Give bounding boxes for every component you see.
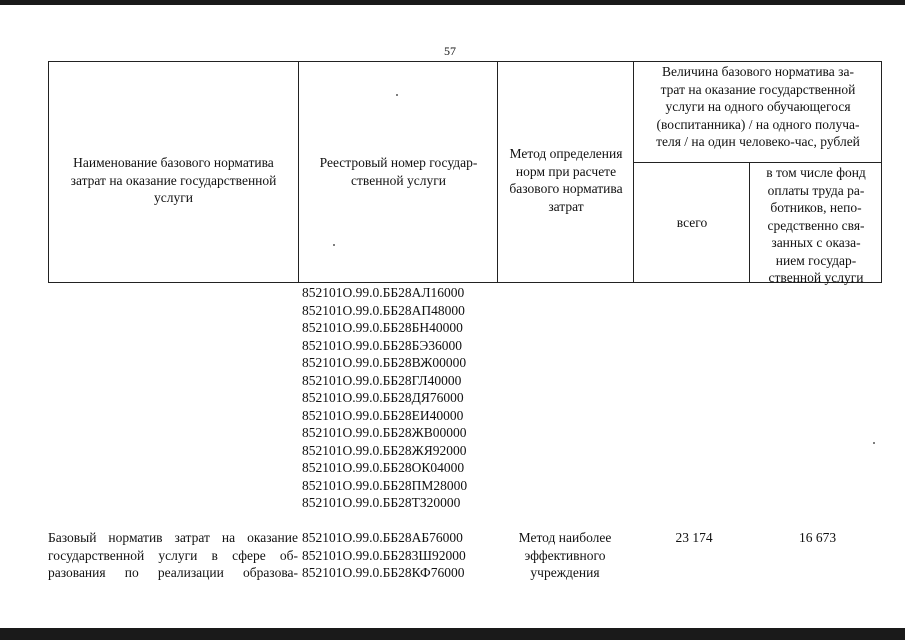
value-subheader-border xyxy=(633,162,882,163)
registry-code: 852101О.99.0.ББ28ВЖ00000 xyxy=(302,355,467,370)
scan-speck xyxy=(333,244,335,246)
row2-total-value: 23 174 xyxy=(675,530,713,545)
row2-method: Метод наиболее эффективного учреждения xyxy=(518,530,612,580)
table-top-border xyxy=(48,61,882,62)
col-border-right xyxy=(881,61,882,283)
registry-code: 852101О.99.0.ББ28АЛ16000 xyxy=(302,285,465,300)
col-border-2 xyxy=(497,61,498,283)
registry-code-list xyxy=(302,284,512,512)
row2-norm-name: Базовый норматив затрат на оказание государственной услуги в сфере об- разования по реализации образова- xyxy=(48,530,298,580)
header-name: Наименование базового норматива затрат на оказание государственной услуги xyxy=(70,155,277,205)
scan-speck xyxy=(396,94,398,96)
scan-speck xyxy=(873,442,875,444)
header-value: Величина базового норматива за- трат на оказание государственной услуги на одного обучающегося (воспитанника) / на одного получа- теля / на один человеко-час, рублей xyxy=(656,64,860,149)
col-border-3 xyxy=(633,61,634,283)
registry-code: 852101О.99.0.ББ28ОК04000 xyxy=(302,460,465,475)
registry-code: 852101О.99.0.ББ28КФ76000 xyxy=(302,565,465,580)
registry-code: 852101О.99.0.ББ28ЖЯ92000 xyxy=(302,442,467,458)
registry-code: 852101О.99.0.ББ28БЭ36000 xyxy=(302,337,463,353)
registry-code: 852101О.99.0.ББ28АП48000 xyxy=(302,302,465,318)
scan-border-top xyxy=(0,0,905,5)
header-value-total: всего xyxy=(676,215,708,230)
col-border-4 xyxy=(749,162,750,283)
row2-fund-value: 16 673 xyxy=(798,530,837,545)
registry-code: 852101О.99.0.ББ28БН40000 xyxy=(302,320,463,335)
registry-code: 852101О.99.0.ББ28ДЯ76000 xyxy=(302,390,464,405)
registry-code: 852101О.99.0.ББ28ЕИ40000 xyxy=(302,407,464,423)
col-border-1 xyxy=(298,61,299,283)
scan-border-bottom xyxy=(0,628,905,640)
col-border-left xyxy=(48,61,49,283)
header-registry: Реестровый номер государ- ственной услуги xyxy=(319,155,478,188)
header-method: Метод определения норм при расчете базового норматива затрат xyxy=(509,146,623,214)
header-value-fund: в том числе фонд оплаты труда ра- ботников, непо- средственно свя- занных с оказа- нием государ- ственной услуги xyxy=(766,165,866,285)
registry-code: 852101О.99.0.ББ28АБ76000 xyxy=(302,530,463,545)
registry-code: 852101О.99.0.ББ28ТЗ20000 xyxy=(302,495,461,510)
registry-code: 852101О.99.0.ББ28ЖВ00000 xyxy=(302,425,467,440)
registry-code: 852101О.99.0.ББ283Ш92000 xyxy=(302,547,466,563)
page-number: 57 xyxy=(444,44,456,58)
registry-code: 852101О.99.0.ББ28ГЛ40000 xyxy=(302,372,462,388)
registry-code: 852101О.99.0.ББ28ПМ28000 xyxy=(302,477,468,493)
row2-registry-codes xyxy=(302,529,512,582)
